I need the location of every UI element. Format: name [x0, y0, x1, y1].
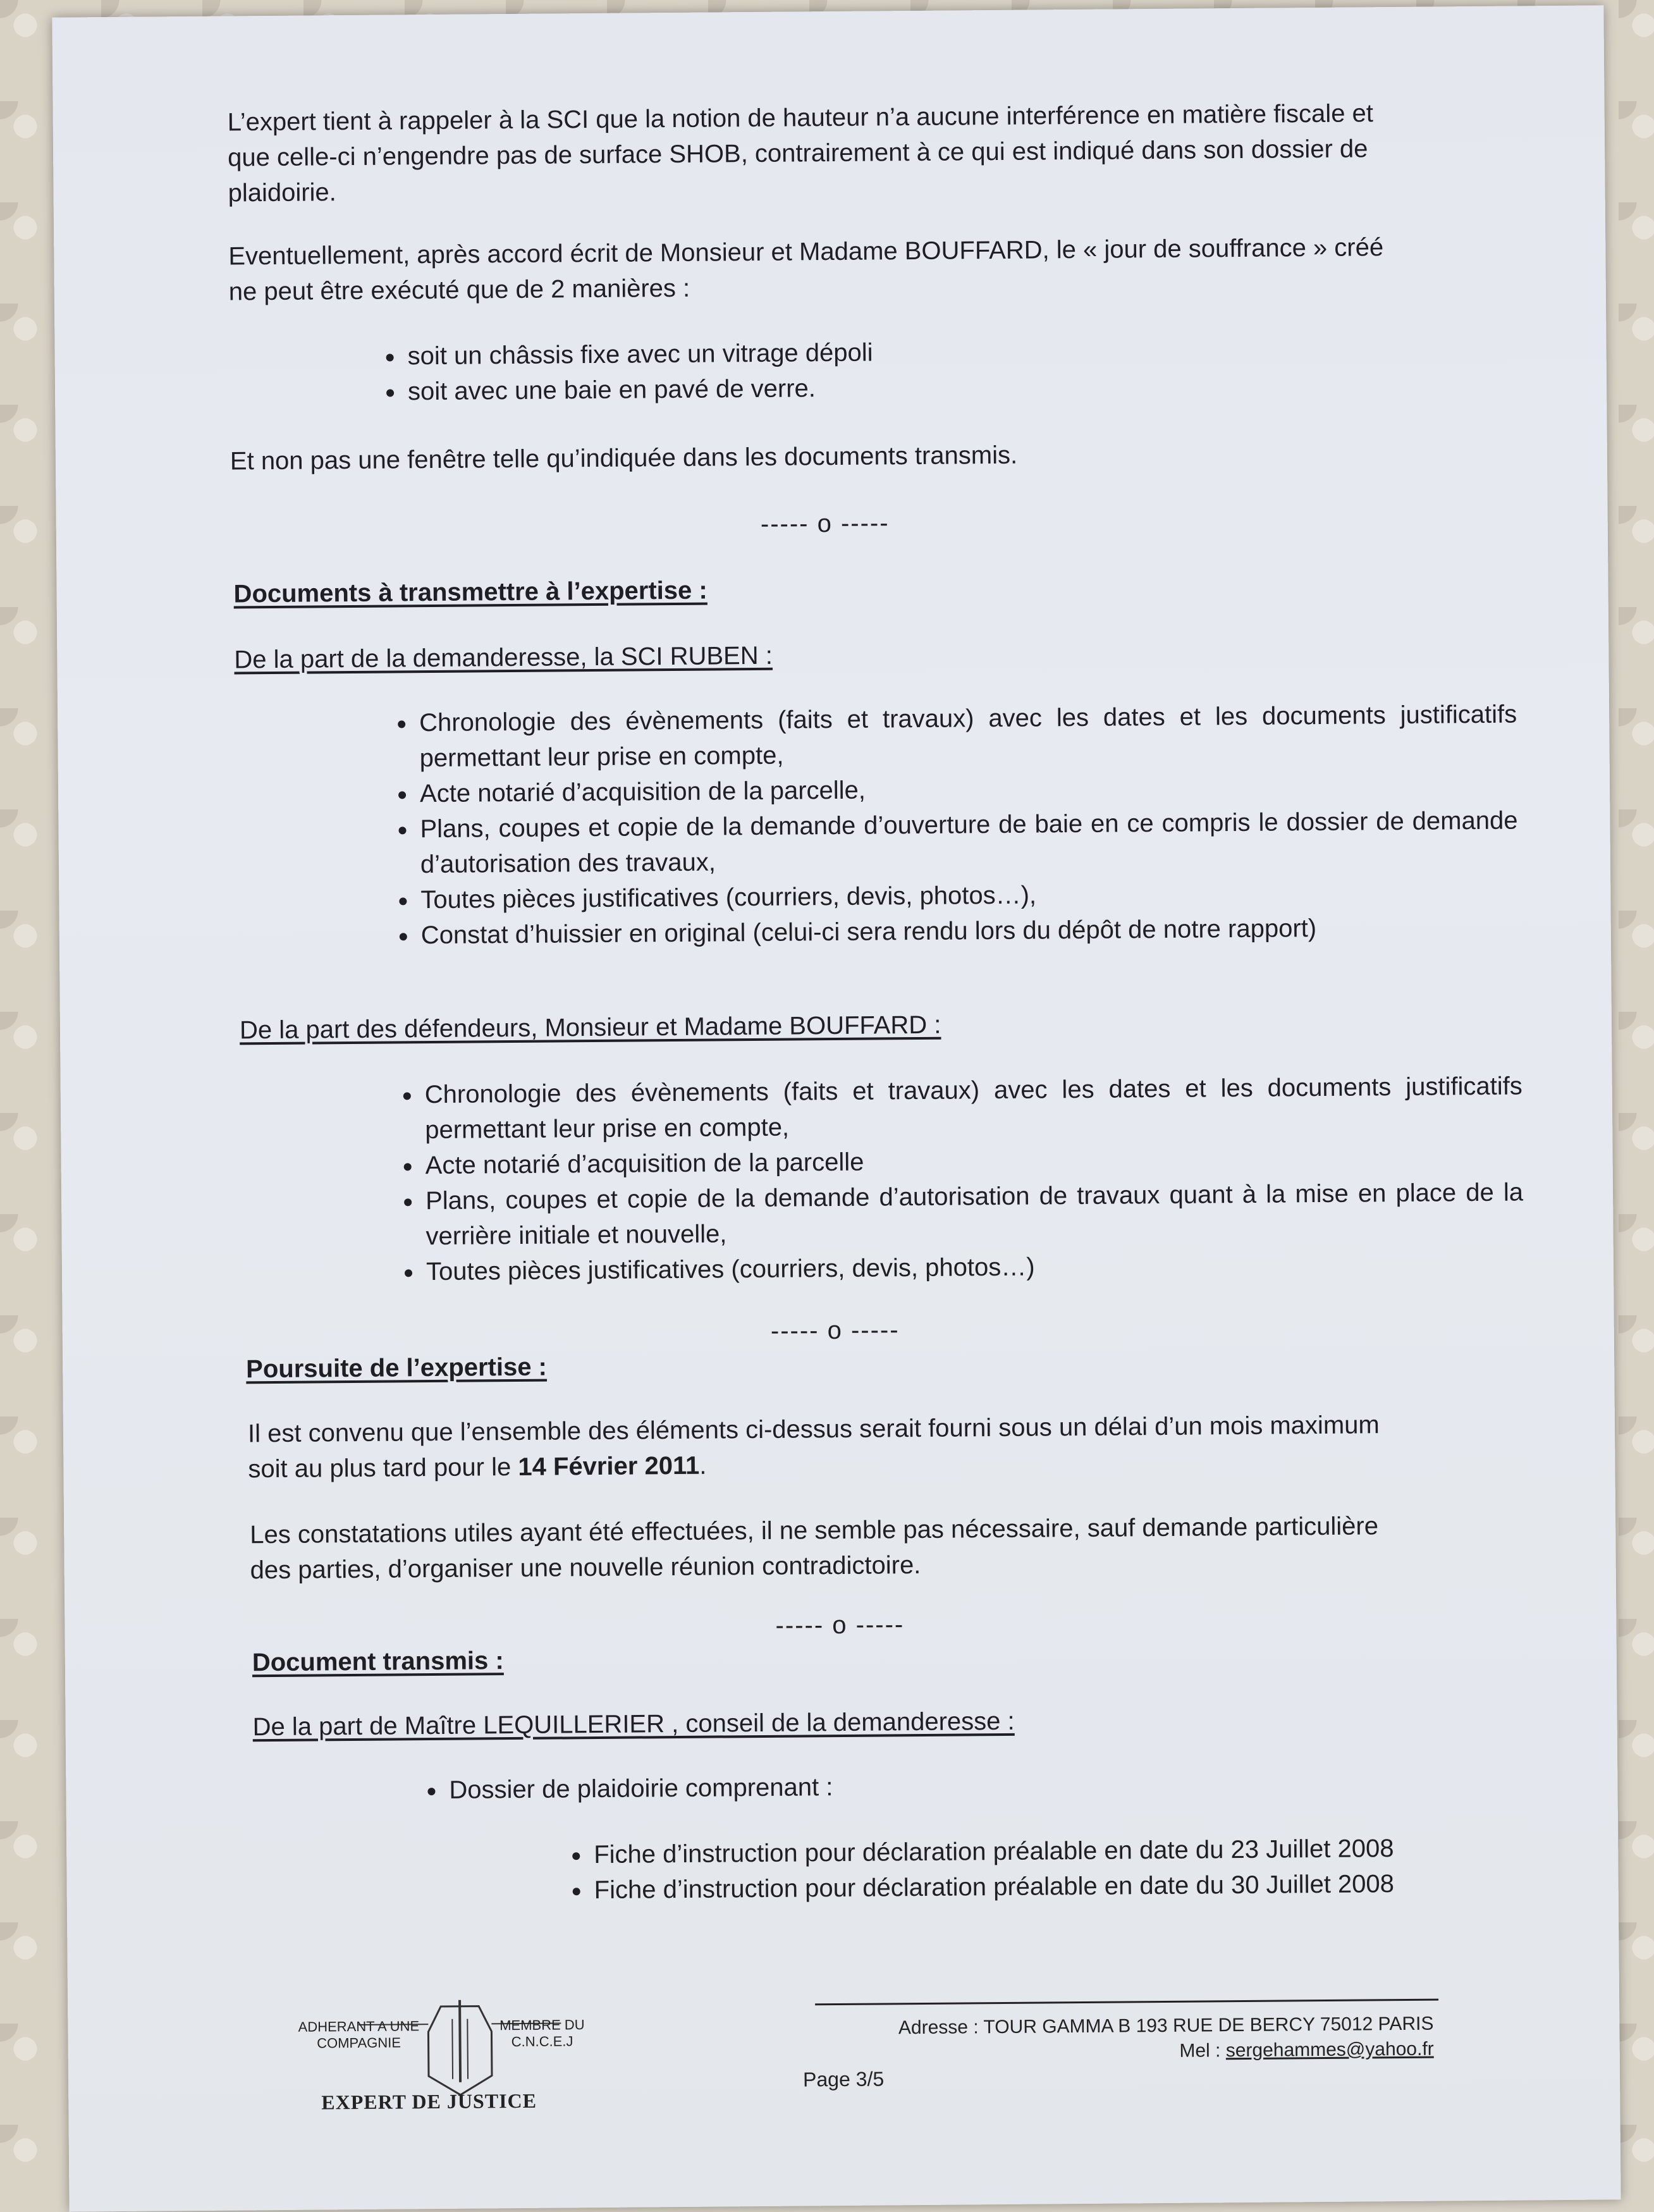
footer-address-block	[763, 2012, 1434, 2067]
logo-compagnie: ADHERANT A UNE COMPAGNIE	[298, 2018, 420, 2051]
footer-address: Adresse : TOUR GAMMA B 193 RUE DE BERCY 75012 PARIS	[898, 2013, 1434, 2039]
list-item: • Chronologie des évènements (faits et travaux) avec les dates et les documents justificatifs permettant leur prise en compte,	[422, 1068, 1523, 1148]
demanderesse-documents-list	[377, 697, 1519, 954]
transmis-sublist	[552, 1830, 1477, 1908]
list-item: • Acte notarié d’acquisition de la parcelle,	[417, 768, 1517, 812]
separator: ----- o -----	[760, 509, 890, 538]
label-defendeurs: De la part des défendeurs, Monsieur et Madame BOUFFARD :	[239, 1011, 941, 1045]
defendeurs-documents-list	[383, 1068, 1524, 1289]
list-item: • soit un châssis fixe avec un vitrage dépoli	[405, 331, 1353, 374]
expert-logo	[283, 1993, 638, 2122]
list-item: • Plans, coupes et copie de la demande d’ouverture de baie en ce compris le dossier de demande d’autorisation des travaux,	[417, 803, 1518, 883]
list-item: • Toutes pièces justificatives (courriers, devis, photos…)	[424, 1245, 1524, 1289]
list-item: • Dossier de plaidoirie comprenant :	[446, 1765, 1395, 1808]
footer-mail	[764, 2037, 1434, 2067]
paragraph-constatations: Les constatations utiles ayant été effectuées, il ne semble pas nécessaire, sauf demande particulière des parties, d’organiser une nouvelle réunion contradictoire.	[250, 1512, 1379, 1585]
list-item: • Plans, coupes et copie de la demande d’autorisation de travaux quant à la mise en place de la verrière initiale et nouvelle,	[423, 1174, 1524, 1254]
mail-link[interactable]: sergehammes@yahoo.fr	[1225, 2038, 1434, 2061]
separator: ----- o -----	[775, 1611, 905, 1640]
footer-rule	[815, 1999, 1438, 2006]
label-lequillerier: De la part de Maître LEQUILLERIER , conseil de la demanderesse :	[252, 1707, 1015, 1742]
separator: ----- o -----	[770, 1316, 900, 1345]
heading-documents: Documents à transmettre à l’expertise :	[233, 576, 708, 608]
document-page	[52, 5, 1620, 2211]
logo-cncej: MEMBRE DU C.N.C.E.J	[499, 2017, 585, 2050]
paragraph-fenetre: Et non pas une fenêtre telle qu’indiquée dans les documents transmis.	[230, 441, 1018, 476]
list-item: • Toutes pièces justificatives (courriers, devis, photos…),	[418, 874, 1518, 918]
list-item: • Fiche d’instruction pour déclaration préalable en date du 30 Juillet 2008	[591, 1865, 1476, 1908]
list-item: • Acte notarié d’acquisition de la parcelle	[422, 1139, 1522, 1183]
paragraph-shob: L’expert tient à rappeler à la SCI que la notion de hauteur n’a aucune interférence en matière fiscale et que celle-ci n’engendre pas de surface SHOB, contrairement à ce qui est indiqué dans son dossier de plaidoirie.	[227, 99, 1374, 207]
transmis-list	[407, 1765, 1395, 1808]
delai-text: Il est convenu que l’ensemble des éléments ci-dessus serait fourni sous un délai d’un mois maximum soit au plus tard pour le	[247, 1411, 1380, 1484]
list-item: • Chronologie des évènements (faits et travaux) avec les dates et les documents justificatifs permettant leur prise en compte,	[417, 697, 1517, 777]
label-demanderesse: De la part de la demanderesse, la SCI RUBEN :	[234, 641, 773, 674]
paragraph-delai	[248, 1407, 1424, 1487]
logo-title: EXPERT DE JUSTICE	[321, 2089, 537, 2114]
delai-end: .	[699, 1451, 707, 1480]
options-list	[365, 331, 1354, 410]
heading-document-transmis: Document transmis :	[252, 1647, 504, 1677]
page-number: Page 3/5	[802, 2067, 885, 2091]
list-item: • soit avec une baie en pavé de verre.	[405, 367, 1354, 410]
heading-poursuite: Poursuite de l’expertise :	[246, 1353, 548, 1384]
delai-date: 14 Février 2011	[518, 1451, 700, 1481]
paragraph-jour-de-souffrance: Eventuellement, après accord écrit de Monsieur et Madame BOUFFARD, le « jour de souffrance » créé ne peut être exécuté que de 2 manières :	[228, 233, 1384, 306]
list-item: • Constat d’huissier en original (celui-ci sera rendu lors du dépôt de notre rapport)	[419, 909, 1519, 954]
list-item: • Fiche d’instruction pour déclaration préalable en date du 23 Juillet 2008	[591, 1830, 1476, 1872]
mail-label: Mel :	[1179, 2040, 1226, 2061]
